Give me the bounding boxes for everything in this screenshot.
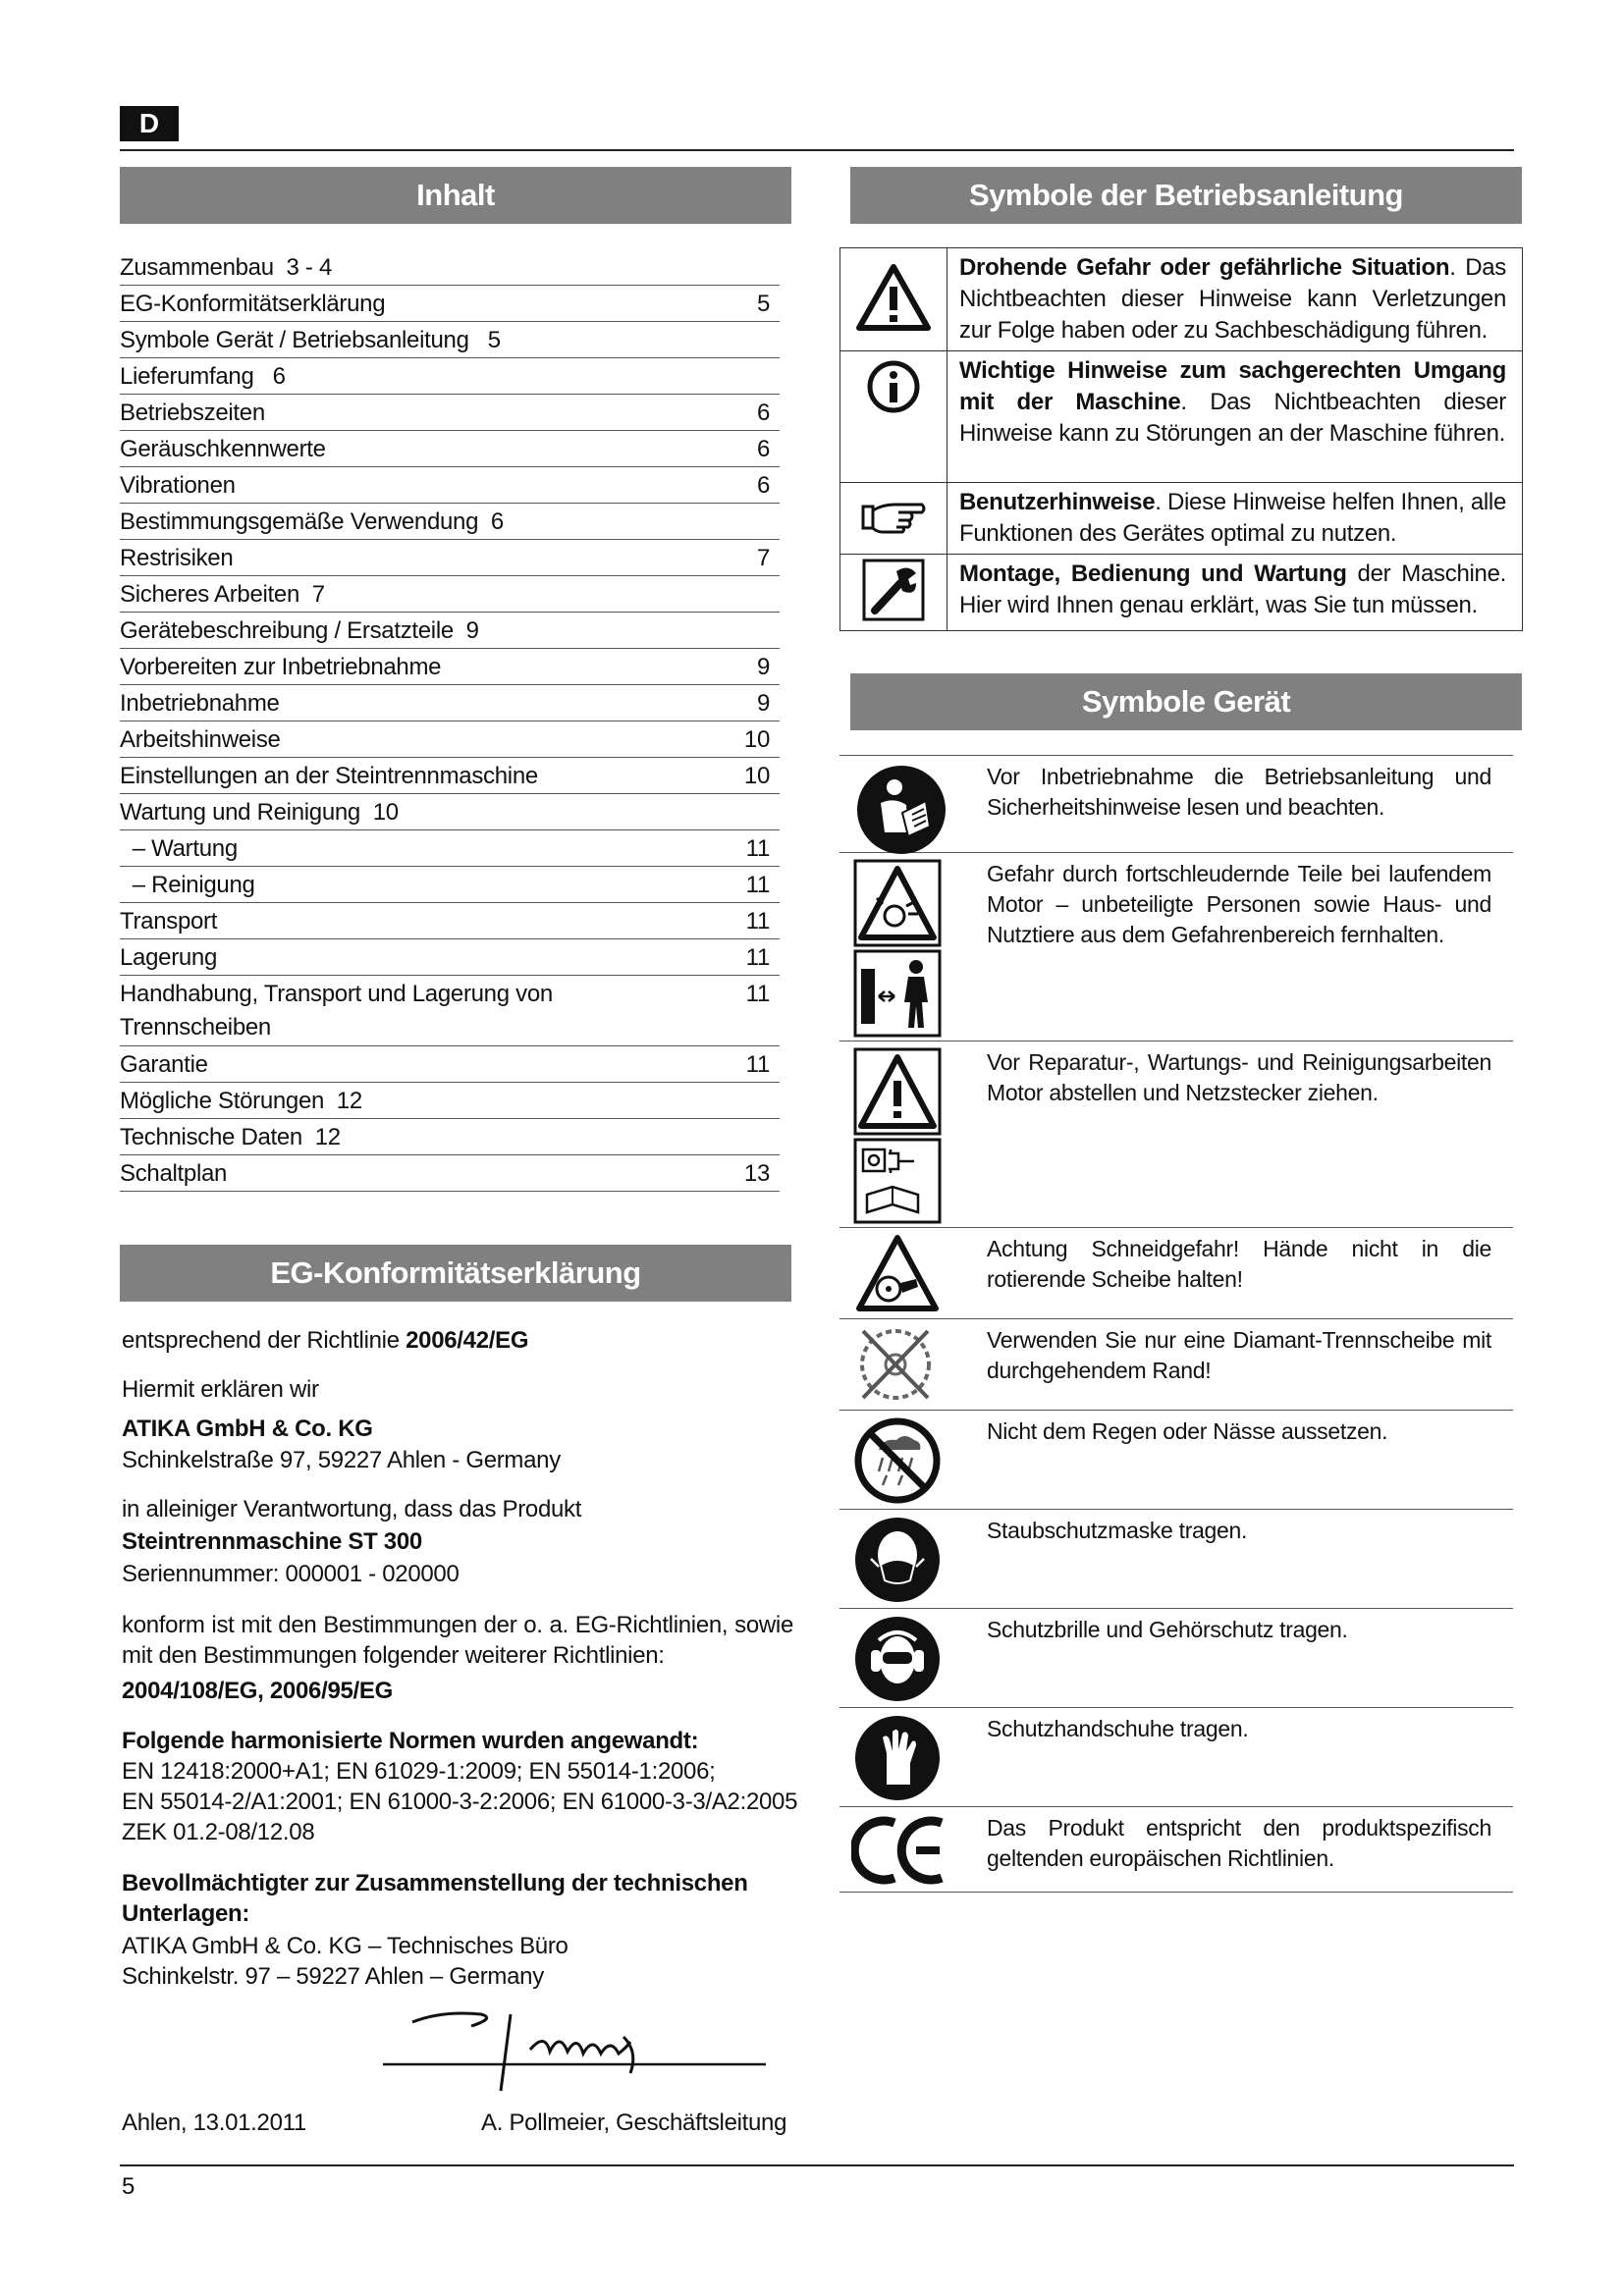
eg-responsibility: in alleiniger Verantwortung, dass das Produkt xyxy=(122,1496,582,1522)
toc-entry-label: Zusammenbau 3 - 4 xyxy=(120,254,333,281)
toc-entry-label: Lagerung xyxy=(120,944,218,971)
table-row xyxy=(120,321,780,358)
list-item xyxy=(839,1708,1513,1807)
info-icon xyxy=(866,359,921,414)
toc-entry-label: Technische Daten 12 xyxy=(120,1124,341,1150)
cut-hazard-icon xyxy=(853,1232,942,1314)
diamond-disc-icon xyxy=(853,1323,938,1406)
list-item xyxy=(839,853,1513,1041)
device-symbol-text: Achtung Schneidgefahr! Hände nicht in die rotierende Scheibe halten! xyxy=(987,1236,1491,1292)
table-row xyxy=(120,684,780,721)
list-item xyxy=(839,1510,1513,1609)
eg-conform-text: konform ist mit den Bestimmungen der o. a. EG-Richtlinien, sowie mit den Bestimmungen folgender weiterer Richtlinien: xyxy=(122,1612,793,1669)
toc-entry-page: 11 xyxy=(745,835,770,862)
toc-entry-label: – Reinigung xyxy=(120,872,255,898)
wrench-icon xyxy=(861,558,926,622)
toc-entry-label: Restrisiken xyxy=(120,545,234,571)
toc-entry-page: 6 xyxy=(756,436,770,462)
table-row xyxy=(120,793,780,830)
eg-norms-line1: EN 12418:2000+A1; EN 61029-1:2009; EN 55014-1:2006; xyxy=(122,1758,716,1785)
toc-entry-page: 10 xyxy=(743,726,770,753)
table-row xyxy=(120,975,780,1046)
table-row xyxy=(120,866,780,903)
table-row xyxy=(120,466,780,504)
manual-symbols-table xyxy=(839,247,1523,631)
toc-entry-label: Garantie xyxy=(120,1051,208,1078)
eg-address: Schinkelstraße 97, 59227 Ahlen - Germany xyxy=(122,1447,561,1473)
eg-signatory: A. Pollmeier, Geschäftsleitung xyxy=(481,2109,787,2136)
toc-entry-page: 7 xyxy=(756,545,770,571)
read-manual-icon xyxy=(855,764,947,856)
toc-entry-label: Handhabung, Transport und Lagerung von Trennscheiben xyxy=(120,981,559,1041)
eg-authorized-line2: Schinkelstr. 97 – 59227 Ahlen – Germany xyxy=(122,1963,544,1990)
device-symbol-text: Gefahr durch fortschleudernde Teile bei laufendem Motor – unbeteiligte Personen sowie Haus- und Nutztiere aus dem Gefahrenbereich fernhalten. xyxy=(987,861,1491,947)
table-row xyxy=(120,1045,780,1083)
table-row xyxy=(120,1082,780,1119)
flying-parts-warning-icon xyxy=(853,859,942,1038)
toc-entry-label: EG-Konformitätserklärung xyxy=(120,291,386,317)
toc-entry-page: 10 xyxy=(743,763,770,789)
list-item xyxy=(839,1041,1513,1228)
eg-norms-line3: ZEK 01.2-08/12.08 xyxy=(122,1819,315,1845)
device-symbol-text: Vor Reparatur-, Wartungs- und Reinigungsarbeiten Motor abstellen und Netzstecker ziehen. xyxy=(987,1049,1491,1105)
toc-entry-label: Bestimmungsgemäße Verwendung 6 xyxy=(120,508,504,535)
goggles-ear-protection-icon xyxy=(853,1615,942,1703)
toc-entry-page: 11 xyxy=(745,1051,770,1078)
toc-entry-page: 11 xyxy=(745,908,770,934)
device-symbol-text: Schutzbrille und Gehörschutz tragen. xyxy=(987,1617,1348,1642)
list-item xyxy=(839,1609,1513,1708)
list-item xyxy=(839,1411,1513,1510)
table-row xyxy=(120,829,780,867)
eg-title: EG-Konformitätserklärung xyxy=(120,1245,791,1302)
toc-entry-page: 9 xyxy=(756,690,770,717)
toc-entry-page: 11 xyxy=(745,872,770,898)
list-item xyxy=(839,756,1513,853)
table-row: Montage, Bedienung und Wartung der Maschine. Hier wird Ihnen genau erklärt, was Sie tun müssen. xyxy=(840,555,1523,631)
toc-entry-label: Inbetriebnahme xyxy=(120,690,280,717)
list-item xyxy=(839,1228,1513,1319)
ce-mark-icon xyxy=(851,1815,949,1886)
list-item xyxy=(839,1807,1513,1893)
toc-entry-label: Wartung und Reinigung 10 xyxy=(120,799,399,826)
list-item xyxy=(839,1319,1513,1411)
table-row: Benutzerhinweise. Diese Hinweise helfen Ihnen, alle Funktionen des Gerätes optimal zu nutzen. xyxy=(840,483,1523,555)
eg-other-directives: 2004/108/EG, 2006/95/EG xyxy=(122,1678,393,1704)
table-row xyxy=(120,938,780,976)
table-row xyxy=(120,721,780,758)
table-row xyxy=(120,1154,780,1192)
eg-authorized-heading: Bevollmächtigter zur Zusammenstellung der technischen Unterlagen: xyxy=(122,1870,748,1927)
device-symbol-text: Vor Inbetriebnahme die Betriebsanleitung und Sicherheitshinweise lesen und beachten. xyxy=(987,764,1491,820)
table-row xyxy=(120,648,780,685)
unplug-warning-icon xyxy=(853,1047,942,1224)
signature-image xyxy=(373,1993,785,2120)
toc-entry-label: Mögliche Störungen 12 xyxy=(120,1088,362,1114)
toc-entry-page: 11 xyxy=(745,944,770,971)
header-rule xyxy=(120,149,1514,151)
toc-entry-label: Gerätebeschreibung / Ersatzteile 9 xyxy=(120,617,479,644)
eg-place-date: Ahlen, 13.01.2011 xyxy=(122,2109,306,2136)
toc-entry-label: Vorbereiten zur Inbetriebnahme xyxy=(120,654,442,680)
warning-triangle-icon xyxy=(856,263,931,332)
manual-symbols-title: Symbole der Betriebsanleitung xyxy=(850,167,1522,224)
pointing-hand-icon xyxy=(859,497,928,536)
toc-entry-label: Sicheres Arbeiten 7 xyxy=(120,581,325,608)
language-badge: D xyxy=(120,106,179,141)
toc-entry-label: Transport xyxy=(120,908,218,934)
table-row xyxy=(120,575,780,613)
device-symbol-text: Nicht dem Regen oder Nässe aussetzen. xyxy=(987,1418,1388,1444)
footer-rule xyxy=(120,2164,1514,2166)
toc-entry-page: 9 xyxy=(756,654,770,680)
table-row xyxy=(120,902,780,939)
table-row xyxy=(120,248,780,286)
eg-serial: Seriennummer: 000001 - 020000 xyxy=(122,1561,460,1587)
table-row xyxy=(120,612,780,649)
table-row xyxy=(120,430,780,467)
table-row: Drohende Gefahr oder gefährliche Situation. Das Nichtbeachten dieser Hinweise kann Verletzungen zur Folge haben oder zu Sachbeschädigung führen. xyxy=(840,248,1523,351)
device-symbols-title: Symbole Gerät xyxy=(850,673,1522,730)
eg-norms-line2: EN 55014-2/A1:2001; EN 61000-3-2:2006; EN 61000-3-3/A2:2005 xyxy=(122,1789,798,1815)
eg-authorized-line1: ATIKA GmbH & Co. KG – Technisches Büro xyxy=(122,1933,568,1959)
toc-entry-page: 5 xyxy=(756,291,770,317)
eg-directive-line: entsprechend der Richtlinie 2006/42/EG xyxy=(122,1327,529,1354)
eg-declare: Hiermit erklären wir xyxy=(122,1376,319,1403)
table-row xyxy=(120,757,780,794)
gloves-icon xyxy=(853,1714,942,1802)
toc-entry-label: Geräuschkennwerte xyxy=(120,436,326,462)
toc-entry-label: Symbole Gerät / Betriebsanleitung 5 xyxy=(120,327,501,353)
table-row xyxy=(120,357,780,395)
toc-entry-label: Einstellungen an der Steintrennmaschine xyxy=(120,763,538,789)
toc-entry-label: – Wartung xyxy=(120,835,238,862)
dust-mask-icon xyxy=(853,1516,942,1604)
device-symbol-text: Staubschutzmaske tragen. xyxy=(987,1518,1248,1543)
table-row xyxy=(120,539,780,576)
table-row xyxy=(120,394,780,431)
table-row xyxy=(120,503,780,540)
toc-entry-page: 13 xyxy=(743,1160,770,1187)
toc-entry-label: Schaltplan xyxy=(120,1160,228,1187)
toc-title: Inhalt xyxy=(120,167,791,224)
table-row xyxy=(120,1118,780,1155)
toc-entry-label: Arbeitshinweise xyxy=(120,726,281,753)
page-number: 5 xyxy=(122,2173,135,2200)
eg-product: Steintrennmaschine ST 300 xyxy=(122,1528,422,1555)
eg-norms-heading: Folgende harmonisierte Normen wurden angewandt: xyxy=(122,1728,699,1754)
no-rain-icon xyxy=(853,1416,942,1505)
toc-entry-page: 6 xyxy=(756,472,770,499)
device-symbol-text: Schutzhandschuhe tragen. xyxy=(987,1716,1249,1741)
device-symbol-text: Verwenden Sie nur eine Diamant-Trennscheibe mit durchgehendem Rand! xyxy=(987,1327,1491,1383)
toc-entry-label: Lieferumfang 6 xyxy=(120,363,286,390)
table-row: Wichtige Hinweise zum sachgerechten Umgang mit der Maschine. Das Nichtbeachten dieser Hinweise kann zu Störungen an der Maschine führen. xyxy=(840,351,1523,483)
toc-entry-page: 11 xyxy=(745,981,770,1007)
toc-entry-label: Betriebszeiten xyxy=(120,400,265,426)
toc-entry-label: Vibrationen xyxy=(120,472,236,499)
device-symbol-text: Das Produkt entspricht den produktspezifisch geltenden europäischen Richtlinien. xyxy=(987,1815,1491,1871)
table-row xyxy=(120,285,780,322)
eg-company: ATIKA GmbH & Co. KG xyxy=(122,1415,373,1442)
toc-entry-page: 6 xyxy=(756,400,770,426)
